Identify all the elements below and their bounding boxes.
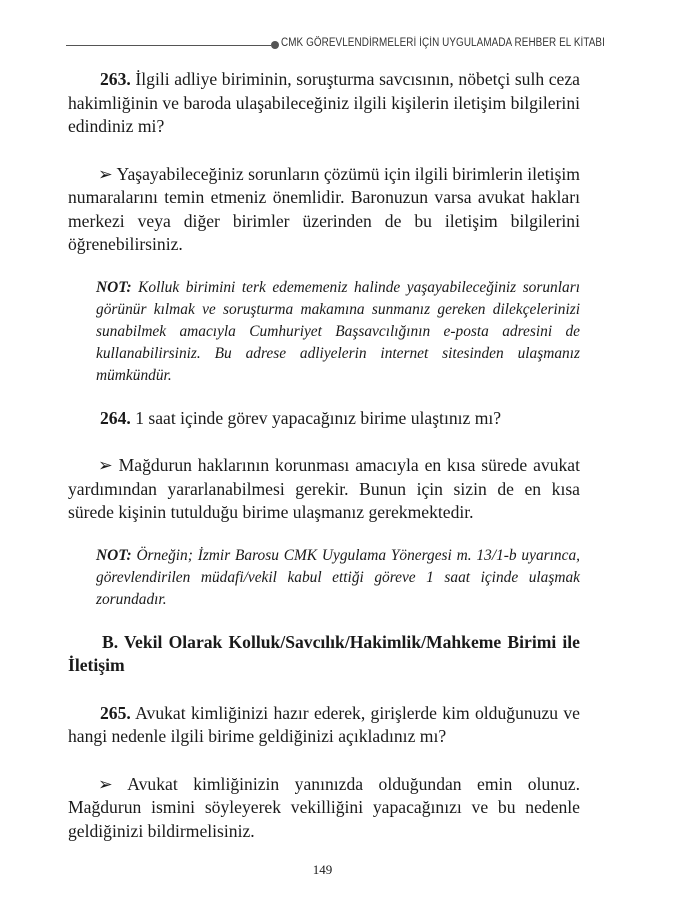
note-label: NOT:: [96, 278, 132, 296]
header-rule: [66, 45, 271, 46]
question-text: Avukat kimliğinizi hazır ederek, girişlerde kim olduğunuzu ve hangi nedenle ilgili birime geldiğinizi açıkladınız mı?: [68, 702, 580, 746]
note-text: Kolluk birimini terk edememeniz halinde yaşayabileceğiniz sorunları görünür kılmak ve soruşturma makamına sunmanız gereken dilekçelerinizi sunabilmek amacıyla Cumhuriyet Başsavcılığının e-posta adresini de kullanabilirsiniz. Bu adrese adliyelerin internet sitesinden ulaşmanız mümkündür.: [96, 278, 580, 384]
running-header: [66, 36, 605, 56]
question-265: [68, 702, 580, 749]
header-bullet-icon: [271, 41, 279, 49]
question-number: 264.: [100, 407, 131, 428]
question-text: 1 saat içinde görev yapacağınız birime ulaştınız mı?: [130, 407, 502, 428]
question-text: İlgili adliye biriminin, soruşturma savcısının, nöbetçi sulh ceza hakimliğinin ve baroda ulaşabileceğiniz ilgili kişilerin iletişim bilgilerini edindiniz mi?: [68, 69, 580, 136]
answer-264: ➢ Mağdurun haklarının korunması amacıyla en kısa sürede avukat yardımından yararlanabilmesi gerekir. Bunun için sizin de en kısa sürede kişinin tutulduğu birime ulaşmanız gerekmektedir.: [68, 455, 580, 522]
question-number: 265.: [100, 702, 131, 723]
note-text: Örneğin; İzmir Barosu CMK Uygulama Yönergesi m. 13/1-b uyarınca, görevlendirilen müdafi/vekil kabul ettiği göreve 1 saat içinde ulaşmak zorundadır.: [96, 546, 580, 608]
question-263: [68, 68, 580, 139]
question-number: 263.: [100, 69, 131, 89]
answer-265: ➢ Avukat kimliğinizin yanınızda olduğundan emin olunuz. Mağdurun ismini söyleyerek vekilliğini yapacağınızı ve bu nedenle geldiğinizi bildirmelisiniz.: [68, 773, 580, 841]
section-heading-b: B. Vekil Olarak Kolluk/Savcılık/Hakimlik/Mahkeme Birimi ile İletişim: [68, 631, 580, 675]
note-2: [96, 545, 580, 611]
note-label: NOT:: [96, 546, 132, 564]
page-body: [68, 68, 580, 843]
answer-263: ➢ Yaşayabileceğiniz sorunların çözümü için ilgili birimlerin iletişim numaralarını temin etmeniz önemlidir. Baronuzun varsa avukat hakları merkezi veya diğer birimler üzerinden de bu iletişim bilgilerini öğrenebilirsiniz.: [68, 163, 580, 254]
note-1: [96, 277, 580, 387]
page-number: 149: [312, 862, 333, 877]
header-title: CMK GÖREVLENDİRMELERİ İÇİN UYGULAMADA REHBER EL KİTABI: [281, 37, 605, 49]
question-264: [68, 407, 580, 431]
